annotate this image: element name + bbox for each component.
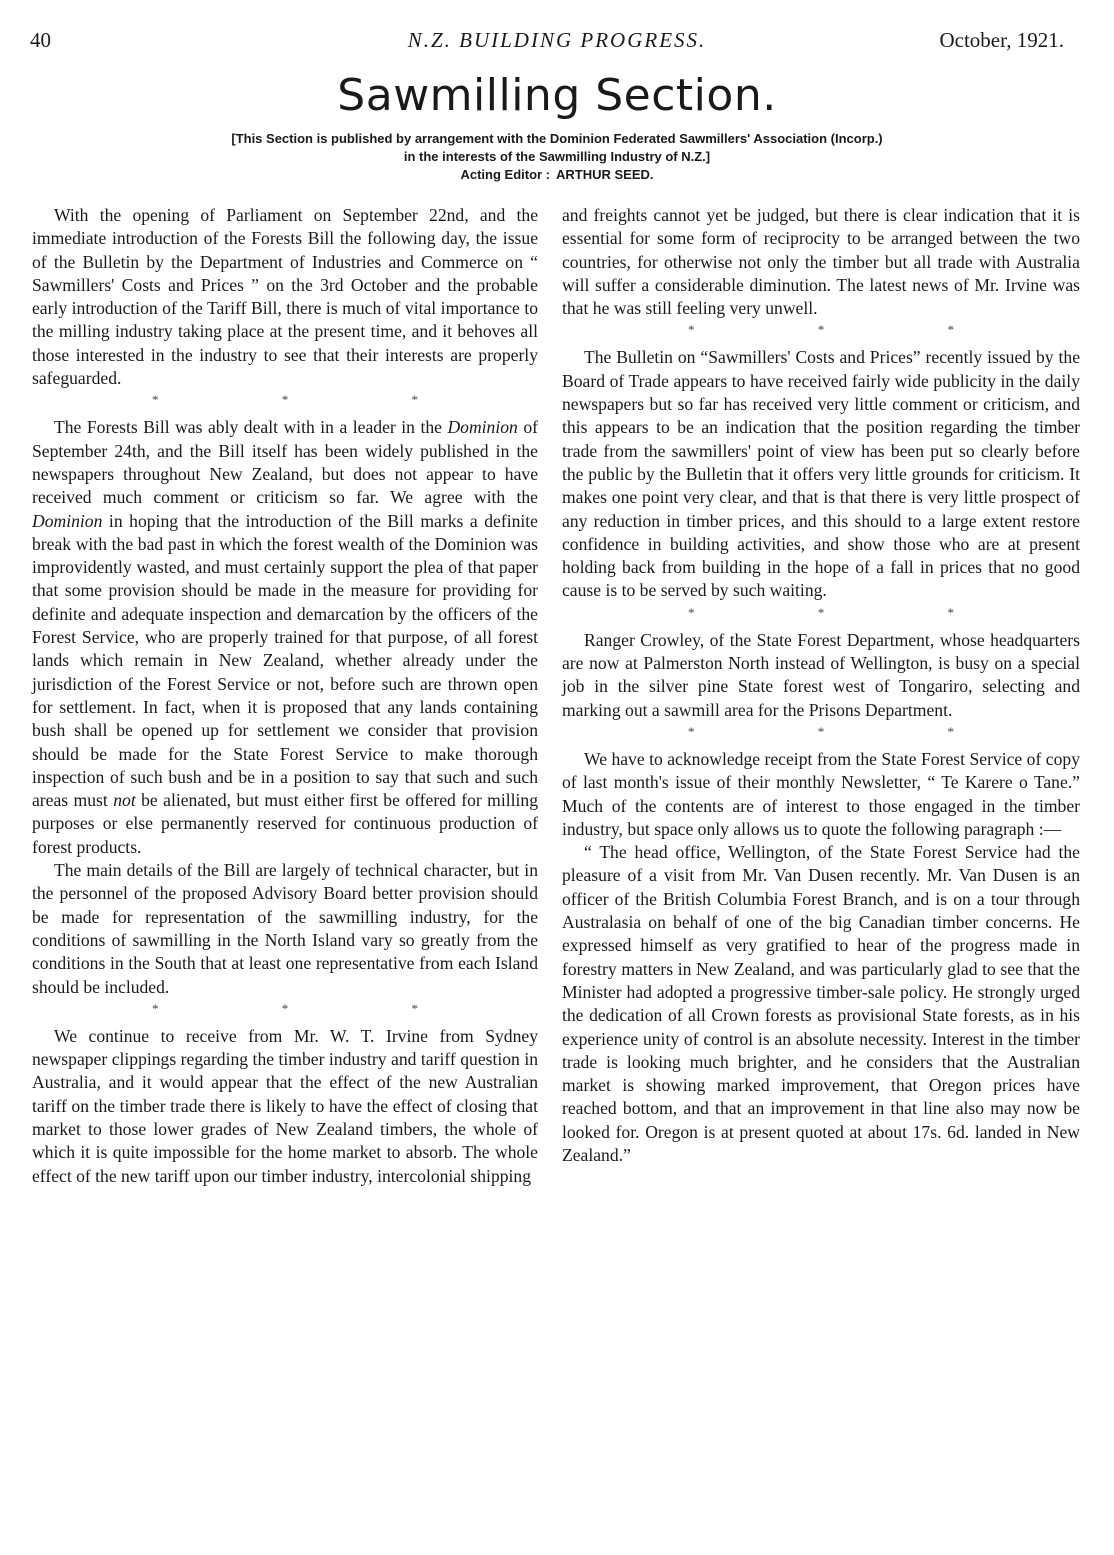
issue-date: October, 1921. — [939, 28, 1064, 52]
acting-editor-label: Acting Editor : — [460, 167, 551, 182]
journal-title: N.Z. BUILDING PROGRESS. — [407, 28, 707, 52]
article-paragraph: We continue to receive from Mr. W. T. Irvine from Sydney newspaper clippings regarding the timber industry and tariff question in Australia, and it would appear that the effect of the new Australian tariff on the timber trade there is likely to have the effect of closing that market to those lower grades of New Zealand timbers, the whole of which it is quite impossible for the home market to absorb. The whole effect of the new tariff upon our timber industry, intercolonial shipping — [32, 1025, 538, 1186]
page-number: 40 — [30, 28, 51, 52]
editorial-note-line-2: in the interests of the Sawmilling Industry of N.Z.] — [403, 149, 711, 164]
article-paragraph: Ranger Crowley, of the State Forest Department, whose headquarters are now at Palmerston North instead of Wellington, is busy on a special job in the silver pine State forest west of Tongariro, selecting and marking out a sawmill area for the Prisons Department. — [562, 629, 1080, 720]
article-paragraph: With the opening of Parliament on September 22nd, and the immediate introduction of the Forests Bill the following day, the issue of the Bulletin by the Department of Industries and Commerce on “ Sawmillers' Costs and Prices ” on the 3rd October and the probable early introduction of the Tariff Bill, there is much of vital importance to the milling industry taking place at the present time, and it behoves all those interested in the industry to see that their interests are properly safeguarded. — [32, 205, 538, 389]
quoted-paragraph: “ The head office, Wellington, of the State Forest Service had the pleasure of a visit from Mr. Van Dusen recently. Mr. Van Dusen is an officer of the British Columbia Forest Branch, and is on a tour through Australasia on behalf of one of the big Canadian timber concerns. He expressed himself as very gratified to hear of the progress made in forestry matters in New Zealand, and was particularly glad to see that the Minister had adopted a progressive timber-sale policy. He strongly urged the dedication of all Crown forests as provisional State forests, as in his experience unity of control is an absolute necessity. Interest in the timber trade is looking much brighter, and he considers that the Australian market is showing marked improvement, that Oregon prices have reached bottom, and that an improvement in that line also may now be looked for. Oregon is at present quoted at about 17s. 6d. landed in New Zealand.” — [562, 842, 1080, 1165]
article-paragraph: The main details of the Bill are largely of technical character, but in the personnel of the proposed Advisory Board better provision should be made for representation of the sawmilling industry, for the conditions of sawmilling in the North Island vary so greatly from the conditions in the South that at least one representative from each Island should be included. — [32, 860, 538, 997]
section-separator: * * * — [688, 604, 1014, 620]
newspaper-name-dominion: Dominion — [447, 417, 518, 438]
editorial-note-line-1: [This Section is published by arrangement with the Dominion Federated Sawmillers' Association (Incorp.) — [231, 131, 883, 146]
article-paragraph: We have to acknowledge receipt from the State Forest Service of copy of last month's issue of their monthly Newsletter, “ Te Karere o Tane.” Much of the contents are of interest to those engaged in the timber industry, but space only allows us to quote the following paragraph :— — [562, 748, 1080, 839]
acting-editor — [0, 166, 1114, 184]
section-separator: * * * — [688, 723, 1014, 739]
right-column — [562, 204, 1080, 1167]
article-paragraph: The Forests Bill was ably dealt with in a leader in the Dominion of September 24th, and the Bill itself has been widely published in the newspapers throughout New Zealand, but does not appear to have received much comment or criticism so far. We agree with the Dominion in hoping that the introduction of the Bill marks a definite break with the bad past in which the forest wealth of the Dominion was improvidently wasted, and must certainly support the plea of that paper that some provision should be made in the measure for providing for definite and adequate inspection and demarcation by the officers of the Forest Service, who are properly trained for that purpose, of all forest lands which remain in New Zealand, whether already under the jurisdiction of the Forest Service or not, before such are thrown open for settlement. In fact, when it is proposed that any lands containing bush shall be opened up for settlement we consider that provision should be made for the State Forest Service to make thorough inspection of such bush and be in a position to say that such and such areas must not be alienated, but must either first be offered for milling purposes or else permanently reserved for continuous production of forest products. — [32, 417, 538, 857]
section-separator: * * * — [152, 1000, 478, 1016]
running-head — [0, 26, 1114, 56]
left-column — [32, 204, 538, 1188]
newspaper-name-dominion: Dominion — [32, 510, 103, 531]
section-title: Sawmilling Section. — [337, 70, 777, 121]
editorial-note — [0, 130, 1114, 184]
acting-editor-name: ARTHUR SEED. — [556, 167, 654, 182]
section-separator: * * * — [152, 392, 478, 408]
article-paragraph: The Bulletin on “Sawmillers' Costs and Prices” recently issued by the Board of Trade appears to have received fairly wide publicity in the daily newspapers but so far has received very little comment or criticism, and this appears to be an indication that the position regarding the timber trade from the sawmillers' point of view has been put so clearly before the public by the Bulletin that it offers very little grounds for criticism. It makes one point very clear, and that is that there is very little prospect of any reduction in timber prices, and this should to a large extent restore confidence in building activities, and show those who are at present holding back from building in the hope of a fall in prices that no good cause is to be served by such waiting. — [562, 347, 1080, 601]
emphasis-not: not — [113, 790, 136, 811]
article-paragraph: and freights cannot yet be judged, but there is clear indication that it is essential for some form of reciprocity to be arranged between the two countries, for otherwise not only the timber but all trade with Australia will suffer a considerable diminution. The latest news of Mr. Irvine was that he was still feeling very unwell. — [562, 205, 1080, 319]
section-separator: * * * — [688, 322, 1014, 338]
